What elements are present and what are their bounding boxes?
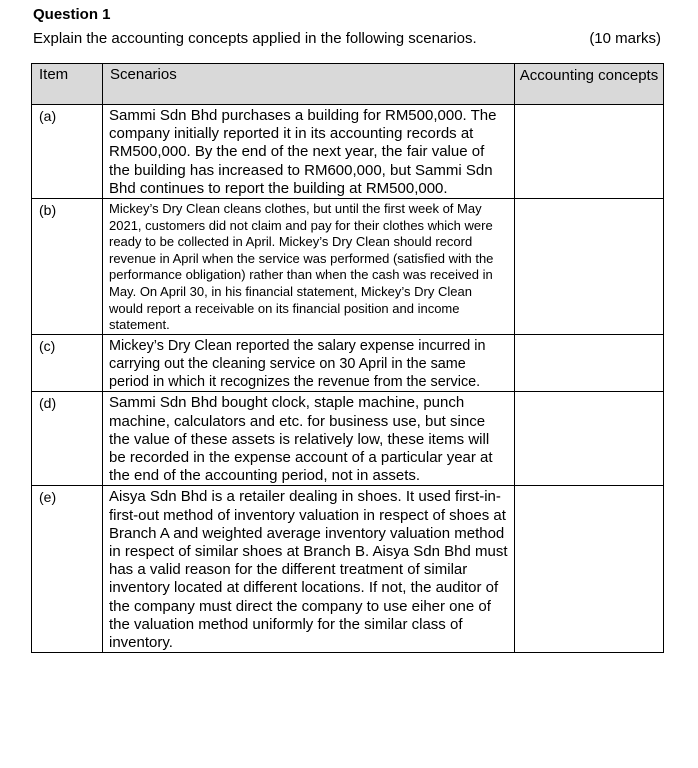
scenario-text: Sammi Sdn Bhd bought clock, staple machine, punch machine, calculators and etc. for business use, but since the value of these assets is relatively low, these items will be recorded in the expense account of a particular year at the end of the accounting period, not in assets. [103, 392, 515, 486]
header-item: Item [32, 64, 103, 105]
concept-answer-cell[interactable] [515, 392, 664, 486]
table-row [32, 199, 664, 335]
table-row [32, 334, 664, 392]
scenarios-table [31, 63, 664, 653]
table-row [32, 392, 664, 486]
scenario-text: Mickey’s Dry Clean reported the salary expense incurred in carrying out the cleaning service on 30 April in the same period in which it recognizes the revenue from the service. [103, 334, 515, 392]
scenario-text: Aisya Sdn Bhd is a retailer dealing in shoes. It used first-in-first-out method of inventory valuation in respect of shoes at Branch A and weighted average inventory valuation method in respect of similar shoes at Branch B. Aisya Sdn Bhd must has a valid reason for the different treatment of similar inventory located at different locations. If not, the auditor of the company must direct the company to use eiher one of the valuation method uniformly for the similar class of inventory. [103, 486, 515, 653]
scenario-text: Sammi Sdn Bhd purchases a building for RM500,000. The company initially reported it in its accounting records at RM500,000. By the end of the next year, the fair value of the building has increased to RM600,000, but Sammi Sdn Bhd continues to report the building at RM500,000. [103, 105, 515, 199]
table-row [32, 486, 664, 653]
table-row [32, 105, 664, 199]
concept-answer-cell[interactable] [515, 486, 664, 653]
table-header-row [32, 64, 664, 105]
item-label: (c) [32, 334, 103, 392]
item-label: (a) [32, 105, 103, 199]
concept-answer-cell[interactable] [515, 105, 664, 199]
concept-answer-cell[interactable] [515, 199, 664, 335]
concept-answer-cell[interactable] [515, 334, 664, 392]
header-accounting-concepts: Accounting concepts [515, 64, 664, 105]
scenario-text: Mickey’s Dry Clean cleans clothes, but until the first week of May 2021, customers did not claim and pay for their clothes which were ready to be collected in April. Mickey’s Dry Clean should record revenue in April when the service was performed (satisfied with the performance obligation) rather than when the cash was received in May. On April 30, in his financial statement, Mickey’s Dry Clean would report a receivable on its financial position and income statement. [103, 199, 515, 335]
marks-label: (10 marks) [589, 30, 661, 47]
item-label: (e) [32, 486, 103, 653]
question-instruction: Explain the accounting concepts applied in the following scenarios. [33, 30, 477, 47]
header-scenarios: Scenarios [103, 64, 515, 105]
item-label: (b) [32, 199, 103, 335]
item-label: (d) [32, 392, 103, 486]
question-title: Question 1 [33, 6, 111, 23]
